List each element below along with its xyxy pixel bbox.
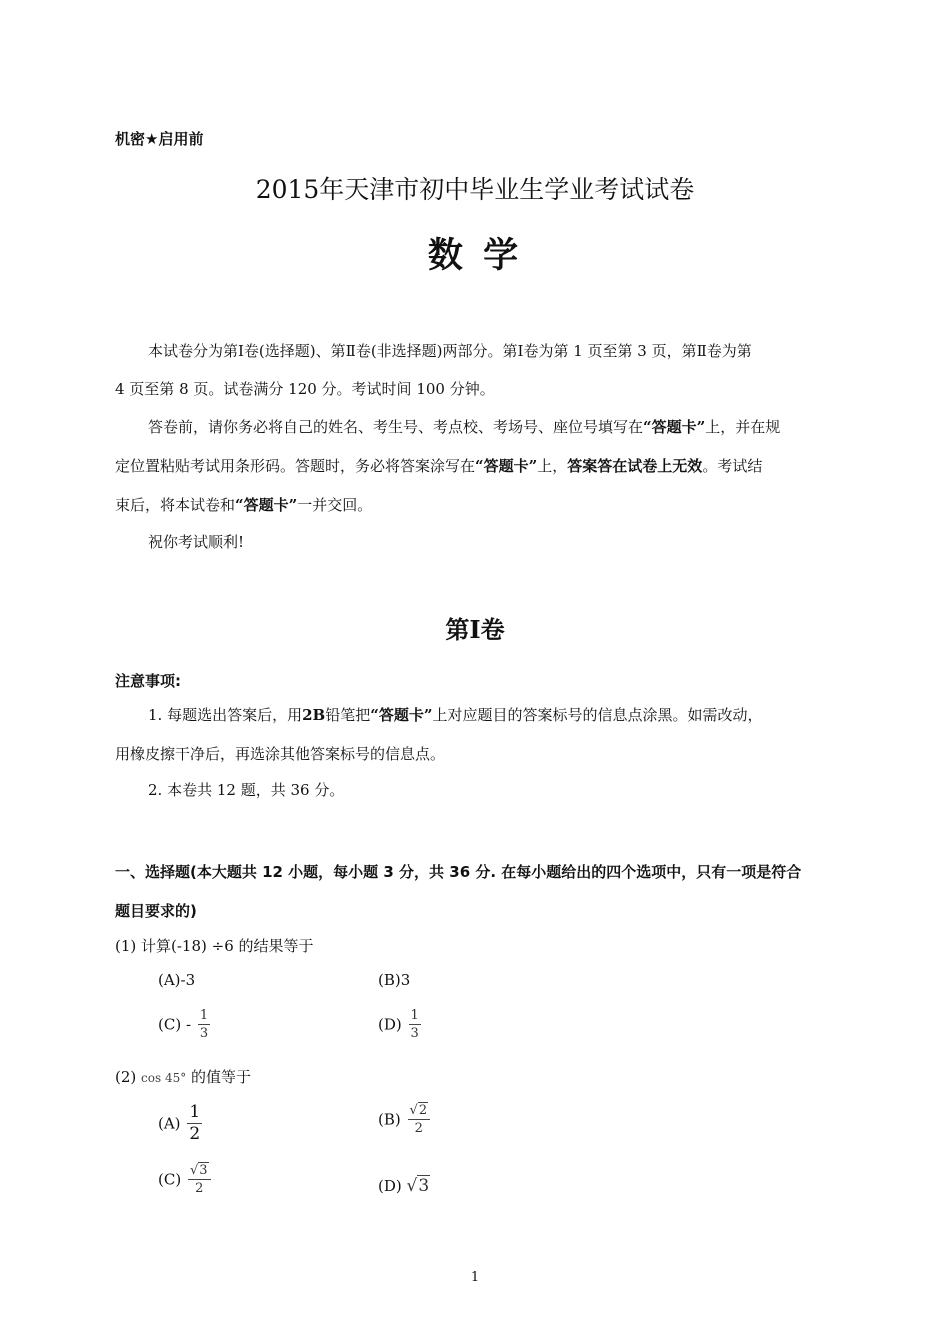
option-label: (D) (378, 1015, 402, 1034)
intro-p2-line1-text: 答卷前，请你务必将自己的姓名、考生号、考点校、考场号、座位号填写在 (148, 418, 644, 436)
denominator: 2 (414, 1121, 423, 1136)
q1-option-d (378, 1009, 423, 1040)
q2-option-a (158, 1104, 204, 1143)
notice-1-text-3: 上对应题目的答案标号的信息点涂黑。如需改动， (432, 706, 763, 724)
option-label: (A) (158, 971, 181, 989)
fraction (187, 1104, 202, 1143)
notice-item-1-line2: 用橡皮擦干净后，再选涂其他答案标号的信息点。 (115, 745, 446, 763)
intro-p2-line1 (148, 416, 780, 437)
numerator (408, 1104, 431, 1120)
sqrt-symbol: √3 (189, 1163, 208, 1178)
intro-p2-line3-text: 束后，将本试卷和 (115, 496, 236, 514)
q2-option-b (378, 1104, 432, 1135)
radicand: 3 (199, 1163, 208, 1178)
notice-1-text-2: 铅笔把 (325, 706, 371, 724)
option-label: (B) (378, 971, 401, 989)
q2-option-d (378, 1176, 430, 1196)
answer-card-ref: “答题卡” (643, 418, 706, 436)
radicand: 2 (418, 1103, 428, 1118)
question-number: (2) (115, 1068, 137, 1086)
cos-expression: cos 45° (141, 1071, 187, 1085)
option-label: (C) (158, 1015, 182, 1034)
question-1-stem: (1) 计算(-18) ÷6 的结果等于 (115, 937, 314, 955)
notice-item-2: 2. 本卷共 12 题，共 36 分。 (148, 781, 345, 799)
q2-option-c (158, 1164, 213, 1195)
fraction (408, 1104, 431, 1135)
q1-option-a (158, 971, 195, 989)
section-title: 第Ⅰ卷 (445, 615, 505, 644)
part1-heading-line2: 题目要求的) (115, 902, 197, 920)
fraction (198, 1009, 210, 1040)
intro-p2-line2 (115, 455, 762, 476)
option-label: (D) (378, 1177, 402, 1195)
notice-item-1-line1 (148, 704, 763, 725)
answer-card-ref: “答题卡” (370, 706, 433, 724)
question-text: 的值等于 (191, 1068, 252, 1086)
intro-p2-line1-tail: 上，并在规 (705, 418, 781, 436)
numerator: 1 (199, 1008, 209, 1023)
notice-title: 注意事项: (115, 672, 181, 690)
intro-p2-line2-text: 定位置粘贴考试用条形码。答题时，务必将答案涂写在 (115, 457, 476, 475)
option-label: (A) (158, 1114, 181, 1133)
exam-title: 2015年天津市初中毕业生学业考试试卷 (255, 175, 695, 204)
intro-p2-line2-mid: 上， (537, 457, 568, 475)
notice-1-text: 1. 每题选出答案后，用 (148, 706, 303, 724)
numerator: 1 (189, 1102, 201, 1122)
option-value: 3 (400, 971, 411, 989)
denominator: 2 (195, 1181, 204, 1196)
invalid-answer-warning: 答案答在试卷上无效 (567, 457, 703, 475)
intro-p2-line2-tail: 。考试结 (702, 457, 763, 475)
denominator: 2 (189, 1124, 201, 1144)
numerator (188, 1164, 211, 1180)
option-value: -3 (180, 971, 196, 989)
part1-heading-line1: 一、选择题(本大题共 12 小题，每小题 3 分，共 36 分. 在每小题给出的四个选项中，只有一项是符合 (115, 863, 802, 881)
question-2-stem (115, 1066, 251, 1087)
option-label: (C) (158, 1170, 182, 1189)
answer-card-ref: “答题卡” (235, 496, 298, 514)
sqrt-symbol: √2 (409, 1103, 428, 1118)
minus-sign: - (185, 1015, 192, 1034)
pencil-type: 2B (302, 706, 326, 724)
radicand: 3 (418, 1176, 430, 1196)
page-number: 1 (470, 1270, 480, 1285)
intro-p2-line3 (115, 494, 372, 515)
denominator: 3 (199, 1026, 209, 1041)
good-luck-text: 祝你考试顺利! (148, 533, 245, 551)
fraction (188, 1164, 211, 1195)
q1-option-c (158, 1009, 212, 1040)
intro-p1-line2: 4 页至第 8 页。试卷满分 120 分。考试时间 100 分钟。 (115, 380, 495, 398)
option-label: (B) (378, 1110, 401, 1129)
subject-title: 数 学 (427, 235, 523, 276)
fraction (409, 1009, 421, 1040)
intro-p2-line3-tail: 一并交回。 (297, 496, 373, 514)
denominator: 3 (410, 1026, 419, 1041)
intro-p1-line1: 本试卷分为第Ⅰ卷(选择题)、第Ⅱ卷(非选择题)两部分。第Ⅰ卷为第 1 页至第 3 页，第Ⅱ卷为第 (148, 342, 752, 360)
q1-option-b (378, 971, 410, 989)
answer-card-ref: “答题卡” (475, 457, 538, 475)
sqrt-symbol: √3 (406, 1176, 430, 1196)
numerator: 1 (410, 1008, 419, 1023)
confidential-label: 机密★启用前 (115, 130, 204, 148)
